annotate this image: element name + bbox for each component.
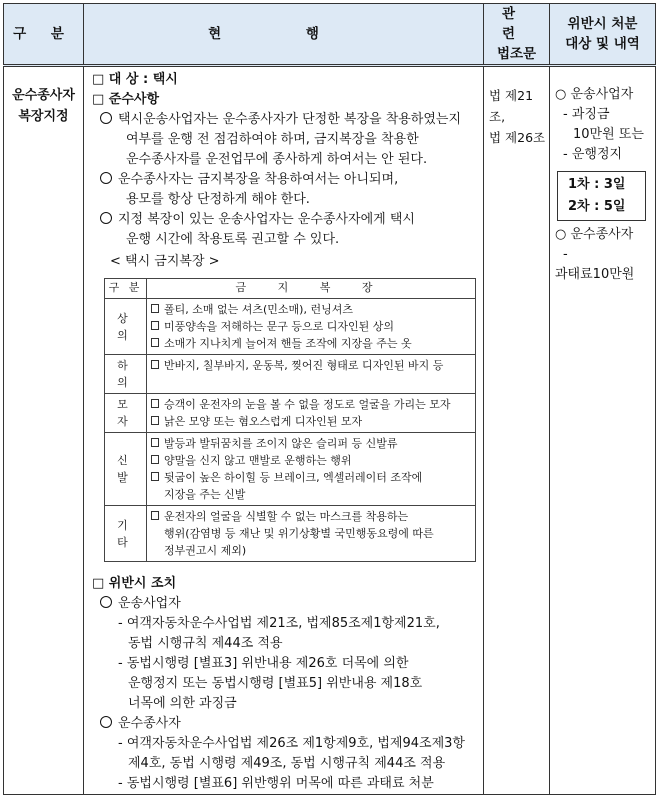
header-row — [4, 4, 656, 66]
law-ref-1: 법 제21조, — [489, 88, 534, 124]
prohibited-category-bottom: 하 의 — [105, 355, 147, 394]
violation-driver — [92, 714, 477, 794]
header-category: 구 분 — [4, 4, 84, 66]
checkbox-icon — [151, 321, 159, 330]
suspension-second: 2차 : 5일 — [568, 199, 626, 214]
penalty-operator-line2: 10만원 또는 — [573, 127, 644, 142]
table-row — [105, 394, 476, 433]
prohibited-category-etc: 기 타 — [105, 506, 147, 562]
list-item — [151, 318, 471, 335]
checkbox-icon — [151, 399, 159, 408]
compliance-para-1 — [92, 110, 477, 170]
item-text: 발등과 발뒤꿈치를 조이지 않은 슬리퍼 등 신발류 — [164, 437, 398, 450]
prohibited-title: < 택시 금지복장 > — [110, 254, 220, 269]
category-cell — [4, 66, 84, 795]
compliance-para-2 — [92, 170, 477, 210]
list-item-continuation: 정부권고시 제외) — [164, 544, 247, 557]
suspension-days-box — [557, 171, 646, 221]
prohibited-col-items: 금 지 복 장 — [147, 279, 476, 299]
list-item — [151, 452, 471, 469]
prohibited-items-shoes — [147, 433, 476, 506]
circle-bullet-icon — [100, 596, 112, 608]
penalty-cell — [550, 66, 656, 795]
table-row — [105, 355, 476, 394]
target-label: □ 대 상 : 택시 — [92, 72, 178, 87]
header-penalty — [550, 4, 656, 66]
table-row — [105, 299, 476, 355]
checkbox-icon — [151, 472, 159, 481]
list-item — [151, 435, 471, 452]
item-text: 승객이 운전자의 눈을 볼 수 없을 정도로 얼굴을 가리는 모자 — [164, 398, 451, 411]
penalty-operator-label: ○ 운송사업자 — [555, 87, 634, 102]
violation-driver-heading: 운수종사자 — [118, 716, 181, 731]
violation-dr-item1-line2: 제4호, 동법 시행령 제49조, 동법 시행규칙 제44조 적용 — [128, 756, 446, 771]
prohibited-table — [104, 278, 476, 562]
header-law-line1: 관 련 — [501, 6, 532, 42]
compliance-label: □ 준수사항 — [92, 92, 160, 107]
item-text: 양말을 신지 않고 맨발로 운행하는 행위 — [164, 454, 352, 467]
checkbox-icon — [151, 416, 159, 425]
suspension-first: 1차 : 3일 — [568, 177, 626, 192]
violation-label: □ 위반시 조치 — [92, 576, 177, 591]
item-text: 미풍양속을 저해하는 문구 등으로 디자인된 상의 — [164, 320, 395, 333]
prohibited-category-hat: 모 자 — [105, 394, 147, 433]
item-text: 폴티, 소매 없는 셔츠(민소매), 런닝셔츠 — [164, 303, 353, 316]
penalty-operator-line1: - 과징금 — [563, 107, 610, 122]
category-line2: 복장지정 — [18, 109, 69, 124]
prohibited-items-etc — [147, 506, 476, 562]
compliance-para-3 — [92, 210, 477, 250]
prohibited-items-bottom — [147, 355, 476, 394]
para-3-line-2: 운행 시간에 착용토록 권고할 수 있다. — [126, 232, 340, 247]
penalty-driver-dash: - — [563, 247, 568, 262]
content-row — [4, 66, 656, 795]
checkbox-icon — [151, 511, 159, 520]
table-row — [105, 433, 476, 506]
violation-op-item1-line1: - 여객자동차운수사업법 제21조, 법제85조제1항제21호, — [118, 616, 440, 631]
category-line1: 운수종사자 — [12, 88, 75, 103]
penalty-driver-fine: 과태료10만원 — [555, 267, 635, 282]
law-ref-2: 법 제26조 — [489, 130, 546, 145]
list-item — [151, 413, 471, 430]
violation-dr-item1-line1: - 여객자동차운수사업법 제26조 제1항제9호, 법제94조제3항 — [118, 736, 465, 751]
violation-operator — [92, 594, 477, 714]
header-law — [484, 4, 550, 66]
list-item — [151, 357, 471, 374]
header-current: 현 행 — [84, 4, 484, 66]
para-1-line-1: 택시운송사업자는 운수종사자가 단정한 복장을 착용하였는지 — [118, 112, 462, 127]
prohibited-header-row — [105, 279, 476, 299]
header-law-line2: 법조문 — [496, 46, 537, 62]
checkbox-icon — [151, 338, 159, 347]
circle-bullet-icon — [100, 172, 112, 184]
violation-op-item1-line2: 동법 시행규칙 제44조 적용 — [128, 636, 283, 651]
checkbox-icon — [151, 438, 159, 447]
header-penalty-line2: 대상 및 내역 — [565, 36, 640, 52]
list-item — [151, 508, 471, 525]
prohibited-items-top — [147, 299, 476, 355]
para-3-line-1: 지정 복장이 있는 운송사업자는 운수종사자에게 택시 — [118, 212, 415, 227]
list-item — [151, 335, 471, 352]
prohibited-col-category: 구 분 — [105, 279, 147, 299]
current-cell — [84, 66, 484, 795]
table-row — [105, 506, 476, 562]
law-cell — [484, 66, 550, 795]
para-1-line-2: 여부를 운행 전 점검하여야 하며, 금지복장을 착용한 — [126, 132, 419, 147]
list-item — [151, 396, 471, 413]
violation-op-item2-line3: 너목에 의한 과징금 — [128, 696, 237, 711]
para-2-line-2: 용모를 항상 단정하게 해야 한다. — [126, 192, 310, 207]
checkbox-icon — [151, 304, 159, 313]
list-item-continuation: 지장을 주는 신발 — [164, 488, 246, 501]
para-2-line-1: 운수종사자는 금지복장을 착용하여서는 아니되며, — [118, 172, 399, 187]
item-text: 낡은 모양 또는 혐오스럽게 디자인된 모자 — [164, 415, 363, 428]
item-text: 소매가 지나치게 늘어져 핸들 조작에 지장을 주는 옷 — [164, 337, 412, 350]
header-penalty-line1: 위반시 처분 — [567, 16, 638, 32]
item-text: 뒷굽이 높은 하이힐 등 브레이크, 엑셀러레이터 조작에 — [164, 471, 423, 484]
penalty-driver-label: ○ 운수종사자 — [555, 227, 634, 242]
penalty-operator-line3: - 운행정지 — [563, 147, 623, 162]
para-1-line-3: 운수종사자를 운전업무에 종사하게 하여서는 안 된다. — [126, 152, 428, 167]
circle-bullet-icon — [100, 716, 112, 728]
item-text: 운전자의 얼굴을 식별할 수 없는 마스크를 착용하는 — [164, 510, 409, 523]
violation-op-item2-line1: - 동법시행령 [별표3] 위반내용 제26호 더목에 의한 — [118, 656, 409, 671]
violation-dr-item2-line1: - 동법시행령 [별표6] 위반행위 머목에 따른 과태료 처분 — [118, 776, 434, 791]
checkbox-icon — [151, 360, 159, 369]
list-item — [151, 469, 471, 486]
circle-bullet-icon — [100, 212, 112, 224]
prohibited-items-hat — [147, 394, 476, 433]
violation-operator-heading: 운송사업자 — [118, 596, 181, 611]
prohibited-category-shoes: 신 발 — [105, 433, 147, 506]
item-text: 반바지, 칠부바지, 운동복, 찢어진 형태로 디자인된 바지 등 — [164, 359, 444, 372]
regulation-table — [3, 3, 656, 795]
checkbox-icon — [151, 455, 159, 464]
prohibited-category-top: 상 의 — [105, 299, 147, 355]
list-item — [151, 301, 471, 318]
violation-op-item2-line2: 운행정지 또는 동법시행령 [별표5] 위반내용 제18호 — [128, 676, 423, 691]
circle-bullet-icon — [100, 112, 112, 124]
list-item-continuation: 행위(감염병 등 재난 및 위기상황별 국민행동요령에 따른 — [164, 527, 434, 540]
